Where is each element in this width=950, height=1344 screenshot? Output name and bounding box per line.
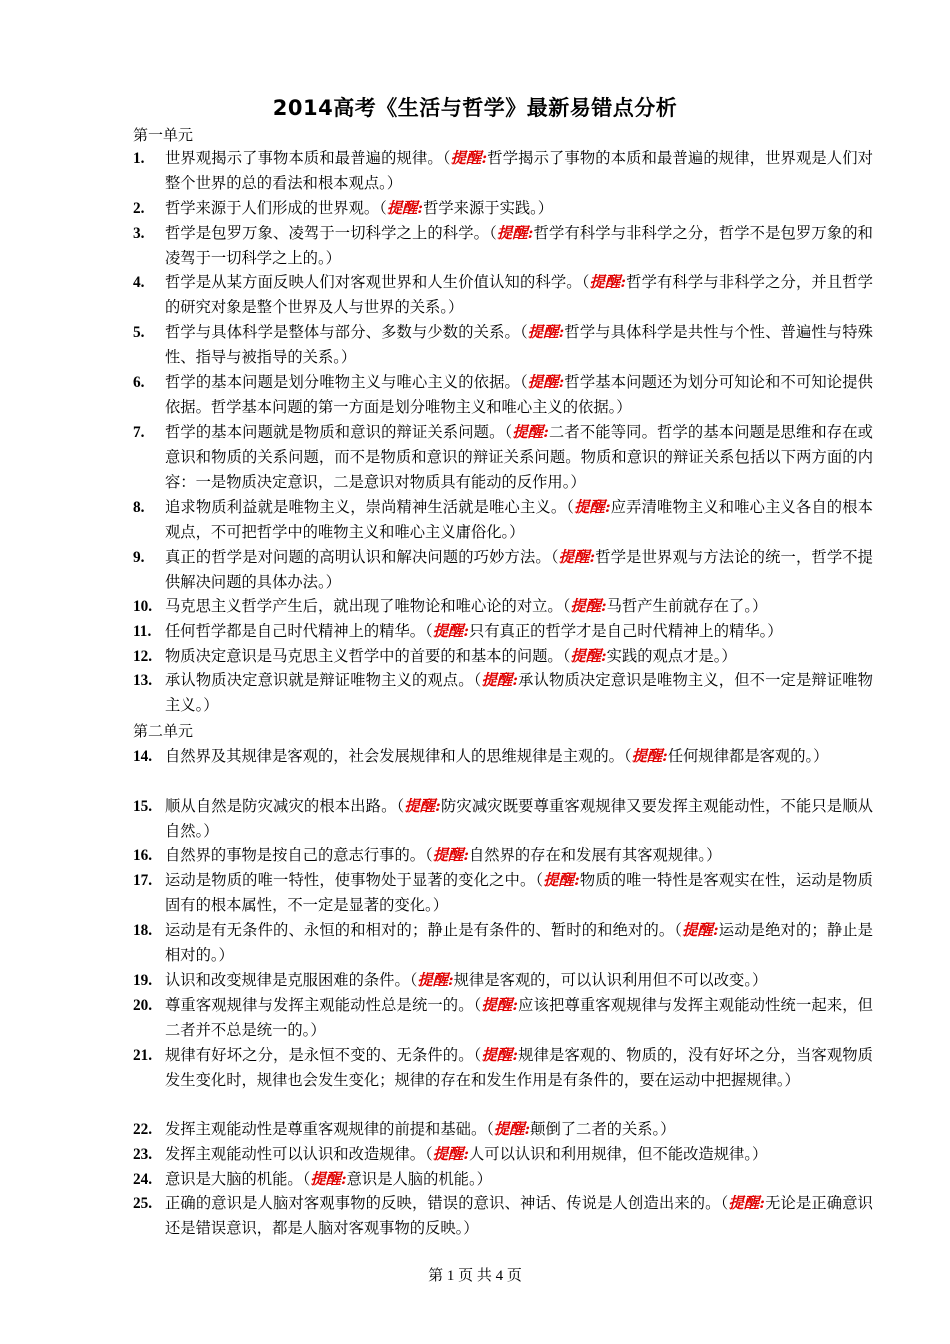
remind-label: 提醒: — [496, 224, 534, 242]
list-item — [133, 644, 873, 669]
unit-heading-2: 第二单元 — [133, 722, 194, 740]
item-number: 8. — [133, 499, 145, 516]
remind-label: 提醒: — [432, 622, 469, 640]
item-explanation: 只有真正的哲学才是自己时代精神上的精华。） — [468, 622, 783, 640]
item-number: 9. — [133, 549, 145, 566]
item-statement: 哲学的基本问题就是物质和意识的辩证关系问题。 — [165, 423, 505, 441]
item-body — [165, 1117, 873, 1142]
list-item — [133, 1167, 873, 1192]
open-paren: （ — [425, 846, 433, 864]
item-body — [165, 644, 873, 669]
open-paren: （ — [623, 747, 632, 765]
open-paren: （ — [519, 323, 528, 341]
item-statement: 承认物质决定意识就是辩证唯物主义的观点。 — [165, 671, 474, 689]
item-number: 10. — [133, 598, 153, 615]
remind-label: 提醒: — [417, 971, 454, 989]
item-explanation: 无论是正确意识还是错误意识，都是人脑对客观事物的反映。） — [165, 1194, 873, 1237]
item-number: 24. — [133, 1171, 153, 1188]
item-statement: 规律有好坏之分，是永恒不变的、无条件的。 — [165, 1046, 474, 1064]
item-number: 25. — [133, 1195, 153, 1212]
unit-heading-1: 第一单元 — [133, 126, 194, 144]
remind-label: 提醒: — [631, 747, 668, 765]
item-statement: 发挥主观能动性是尊重客观规律的前提和基础。 — [165, 1120, 487, 1138]
remind-label: 提醒: — [450, 149, 488, 167]
item-number: 20. — [133, 997, 153, 1014]
item-statement: 运动是有无条件的、永恒的和相对的；静止是有条件的、暂时的和绝对的。 — [165, 921, 675, 939]
item-number: 14. — [133, 748, 153, 765]
list-item — [133, 495, 873, 545]
item-number: 16. — [133, 847, 153, 864]
open-paren: （ — [425, 622, 433, 640]
item-statement: 哲学的基本问题是划分唯物主义与唯心主义的依据。 — [165, 373, 520, 391]
open-paren: （ — [425, 1145, 433, 1163]
open-paren: （ — [473, 996, 482, 1014]
remind-label: 提醒: — [432, 846, 469, 864]
list-item — [133, 868, 873, 918]
item-explanation: 任何规律都是客观的。） — [667, 747, 829, 765]
item-number: 5. — [133, 324, 145, 341]
item-body — [165, 146, 873, 196]
open-paren: （ — [504, 423, 513, 441]
open-paren: （ — [562, 647, 571, 665]
item-explanation: 哲学来源于实践。） — [423, 199, 554, 217]
page-title: 2014高考《生活与哲学》最新易错点分析 — [272, 96, 678, 120]
item-body — [165, 1167, 873, 1192]
list-item — [133, 668, 873, 718]
item-body — [165, 1043, 873, 1093]
open-paren: （ — [581, 273, 590, 291]
list-item — [133, 1191, 873, 1241]
item-statement: 尊重客观规律与发挥主观能动性总是统一的。 — [165, 996, 474, 1014]
item-body — [165, 545, 873, 595]
item-statement: 自然界及其规律是客观的，社会发展规律和人的思维规律是主观的。 — [165, 747, 624, 765]
item-statement: 正确的意识是人脑对客观事物的反映，错误的意识、神话、传说是人创造出来的。 — [165, 1194, 721, 1212]
item-body — [165, 495, 873, 545]
item-explanation: 规律是客观的，可以认识利用但不可以改变。） — [453, 971, 768, 989]
remind-label: 提醒: — [543, 871, 580, 889]
item-explanation: 防灾减灾既要尊重客观规律又要发挥主观能动性，不能只是顺从自然。） — [165, 797, 873, 840]
item-explanation: 哲学与具体科学是共性与个性、普遍性与特殊性、指导与被指导的关系。） — [165, 323, 873, 366]
item-statement: 意识是大脑的机能。 — [165, 1170, 303, 1188]
item-explanation: 哲学基本问题还为划分可知论和不可知论提供依据。哲学基本问题的第一方面是划分唯物主义和唯心主义的依据。） — [165, 373, 873, 416]
open-paren: （ — [486, 1120, 494, 1138]
item-explanation: 哲学是世界观与方法论的统一，哲学不提供解决问题的具体办法。） — [165, 548, 873, 591]
item-explanation: 哲学揭示了事物的本质和最普遍的规律，世界观是人们对整个世界的总的看法和根本观点。） — [165, 149, 873, 192]
open-paren: （ — [396, 797, 405, 815]
remind-label: 提醒: — [527, 373, 565, 391]
item-explanation: 哲学有科学与非科学之分，并且哲学的研究对象是整个世界及人与世界的关系。） — [165, 273, 873, 316]
list-item — [133, 1043, 873, 1093]
item-statement: 发挥主观能动性可以认识和改造规律。 — [165, 1145, 426, 1163]
item-number: 6. — [133, 374, 145, 391]
list-item — [133, 968, 873, 993]
item-explanation: 实践的观点才是。） — [606, 647, 737, 665]
item-statement: 运动是物质的唯一特性，使事物处于显著的变化之中。 — [165, 871, 536, 889]
remind-label: 提醒: — [589, 273, 627, 291]
open-paren: （ — [519, 373, 528, 391]
item-number: 1. — [133, 150, 145, 167]
item-statement: 追求物质利益就是唯物主义，崇尚精神生活就是唯心主义。 — [165, 498, 567, 516]
list-item — [133, 1142, 873, 1167]
open-paren: （ — [379, 199, 387, 217]
item-number: 4. — [133, 274, 145, 291]
item-body — [165, 1142, 873, 1167]
list-item — [133, 794, 873, 844]
list-item — [133, 744, 873, 769]
item-statement: 真正的哲学是对问题的高明认识和解决问题的巧妙方法。 — [165, 548, 551, 566]
page-footer: 第 1 页 共 4 页 — [428, 1268, 522, 1284]
item-statement: 任何哲学都是自己时代精神上的精华。 — [165, 622, 426, 640]
remind-label: 提醒: — [432, 1145, 469, 1163]
item-statement: 顺从自然是防灾减灾的根本出路。 — [165, 797, 397, 815]
item-number: 22. — [133, 1121, 153, 1138]
remind-label: 提醒: — [386, 199, 424, 217]
item-number: 2. — [133, 200, 145, 217]
item-body — [165, 594, 873, 619]
remind-label: 提醒: — [570, 647, 607, 665]
item-statement: 哲学与具体科学是整体与部分、多数与少数的关系。 — [165, 323, 520, 341]
remind-label: 提醒: — [527, 323, 565, 341]
item-number: 7. — [133, 424, 145, 441]
item-explanation: 运动是绝对的；静止是相对的。） — [165, 921, 873, 964]
open-paren: （ — [473, 671, 482, 689]
list-item — [133, 918, 873, 968]
item-explanation: 二者不能等同。哲学的基本问题是思维和存在或意识和物质的关系问题，而不是物质和意识的辩证关系问题。物质和意识的辩证关系包括以下两方面的内容：一是物质决定意识，二是意识对物质具有能动的反作用。） — [165, 423, 873, 491]
remind-label: 提醒: — [558, 548, 596, 566]
item-body — [165, 370, 873, 420]
item-number: 21. — [133, 1047, 153, 1064]
item-body — [165, 868, 873, 918]
remind-label: 提醒: — [574, 498, 611, 516]
item-number: 19. — [133, 972, 153, 989]
item-number: 13. — [133, 672, 153, 689]
open-paren: （ — [562, 597, 571, 615]
item-statement: 哲学来源于人们形成的世界观。 — [165, 199, 380, 217]
item-explanation: 意识是人脑的机能。） — [346, 1170, 492, 1188]
item-body — [165, 993, 873, 1043]
remind-label: 提醒: — [310, 1170, 347, 1188]
item-explanation: 颠倒了二者的关系。） — [530, 1120, 676, 1138]
list-item — [133, 320, 873, 370]
item-explanation: 承认物质决定意识是唯物主义，但不一定是辩证唯物主义。） — [165, 671, 873, 714]
remind-label: 提醒: — [728, 1194, 765, 1212]
item-statement: 哲学是包罗万象、凌驾于一切科学之上的科学。 — [165, 224, 490, 242]
list-item — [133, 993, 873, 1043]
list-item — [133, 594, 873, 619]
item-statement: 自然界的事物是按自己的意志行事的。 — [165, 846, 426, 864]
open-paren: （ — [674, 921, 683, 939]
item-body — [165, 794, 873, 844]
open-paren: （ — [720, 1194, 729, 1212]
item-statement: 马克思主义哲学产生后，就出现了唯物论和唯心论的对立。 — [165, 597, 563, 615]
item-explanation: 物质的唯一特性是客观实在性，运动是物质固有的根本属性，不一定是显著的变化。） — [165, 871, 873, 914]
item-statement: 哲学是从某方面反映人们对客观世界和人生价值认知的科学。 — [165, 273, 582, 291]
remind-label: 提醒: — [481, 1046, 518, 1064]
item-statement: 世界观揭示了事物本质和最普遍的规律。 — [165, 149, 443, 167]
item-body — [165, 420, 873, 495]
item-number: 12. — [133, 648, 153, 665]
item-body — [165, 1191, 873, 1241]
open-paren: （ — [473, 1046, 482, 1064]
list-item — [133, 146, 873, 196]
list-item — [133, 1117, 873, 1142]
item-body — [165, 843, 873, 868]
list-item — [133, 196, 873, 221]
item-explanation: 哲学有科学与非科学之分，哲学不是包罗万象的和凌驾于一切科学之上的。） — [165, 224, 873, 267]
open-paren: （ — [409, 971, 418, 989]
item-number: 18. — [133, 922, 153, 939]
item-body — [165, 619, 873, 644]
remind-label: 提醒: — [481, 996, 518, 1014]
open-paren: （ — [442, 149, 451, 167]
remind-label: 提醒: — [481, 671, 518, 689]
item-number: 17. — [133, 872, 153, 889]
remind-label: 提醒: — [404, 797, 441, 815]
item-body — [165, 918, 873, 968]
item-number: 11. — [133, 623, 152, 640]
open-paren: （ — [489, 224, 497, 242]
open-paren: （ — [550, 548, 559, 566]
item-explanation: 应弄清唯物主义和唯心主义各自的根本观点，不可把哲学中的唯物主义和唯心主义庸俗化。） — [165, 498, 873, 541]
item-body — [165, 270, 873, 320]
item-number: 23. — [133, 1146, 153, 1163]
item-statement: 物质决定意识是马克思主义哲学中的首要的和基本的问题。 — [165, 647, 563, 665]
remind-label: 提醒: — [493, 1120, 531, 1138]
item-body — [165, 744, 873, 769]
open-paren: （ — [535, 871, 544, 889]
open-paren: （ — [566, 498, 575, 516]
remind-label: 提醒: — [512, 423, 549, 441]
item-explanation: 人可以认识和利用规律，但不能改造规律。） — [468, 1145, 768, 1163]
list-item — [133, 619, 873, 644]
list-item — [133, 270, 873, 320]
item-explanation: 规律是客观的、物质的，没有好坏之分，当客观物质发生变化时，规律也会发生变化；规律的存在和发生作用是有条件的，要在运动中把握规律。） — [165, 1046, 873, 1089]
remind-label: 提醒: — [570, 597, 607, 615]
list-item — [133, 843, 873, 868]
item-body — [165, 668, 873, 718]
open-paren: （ — [302, 1170, 311, 1188]
item-explanation: 自然界的存在和发展有其客观规律。） — [468, 846, 722, 864]
item-explanation: 马哲产生前就存在了。） — [606, 597, 768, 615]
item-number: 3. — [133, 225, 145, 242]
remind-label: 提醒: — [682, 921, 719, 939]
item-explanation: 应该把尊重客观规律与发挥主观能动性统一起来，但二者并不总是统一的。） — [165, 996, 873, 1039]
item-body — [165, 221, 873, 271]
item-number: 15. — [133, 798, 153, 815]
list-item — [133, 420, 873, 495]
item-body — [165, 196, 873, 221]
list-item — [133, 370, 873, 420]
list-item — [133, 545, 873, 595]
list-item — [133, 221, 873, 271]
item-body — [165, 968, 873, 993]
item-statement: 认识和改变规律是克服困难的条件。 — [165, 971, 410, 989]
item-body — [165, 320, 873, 370]
